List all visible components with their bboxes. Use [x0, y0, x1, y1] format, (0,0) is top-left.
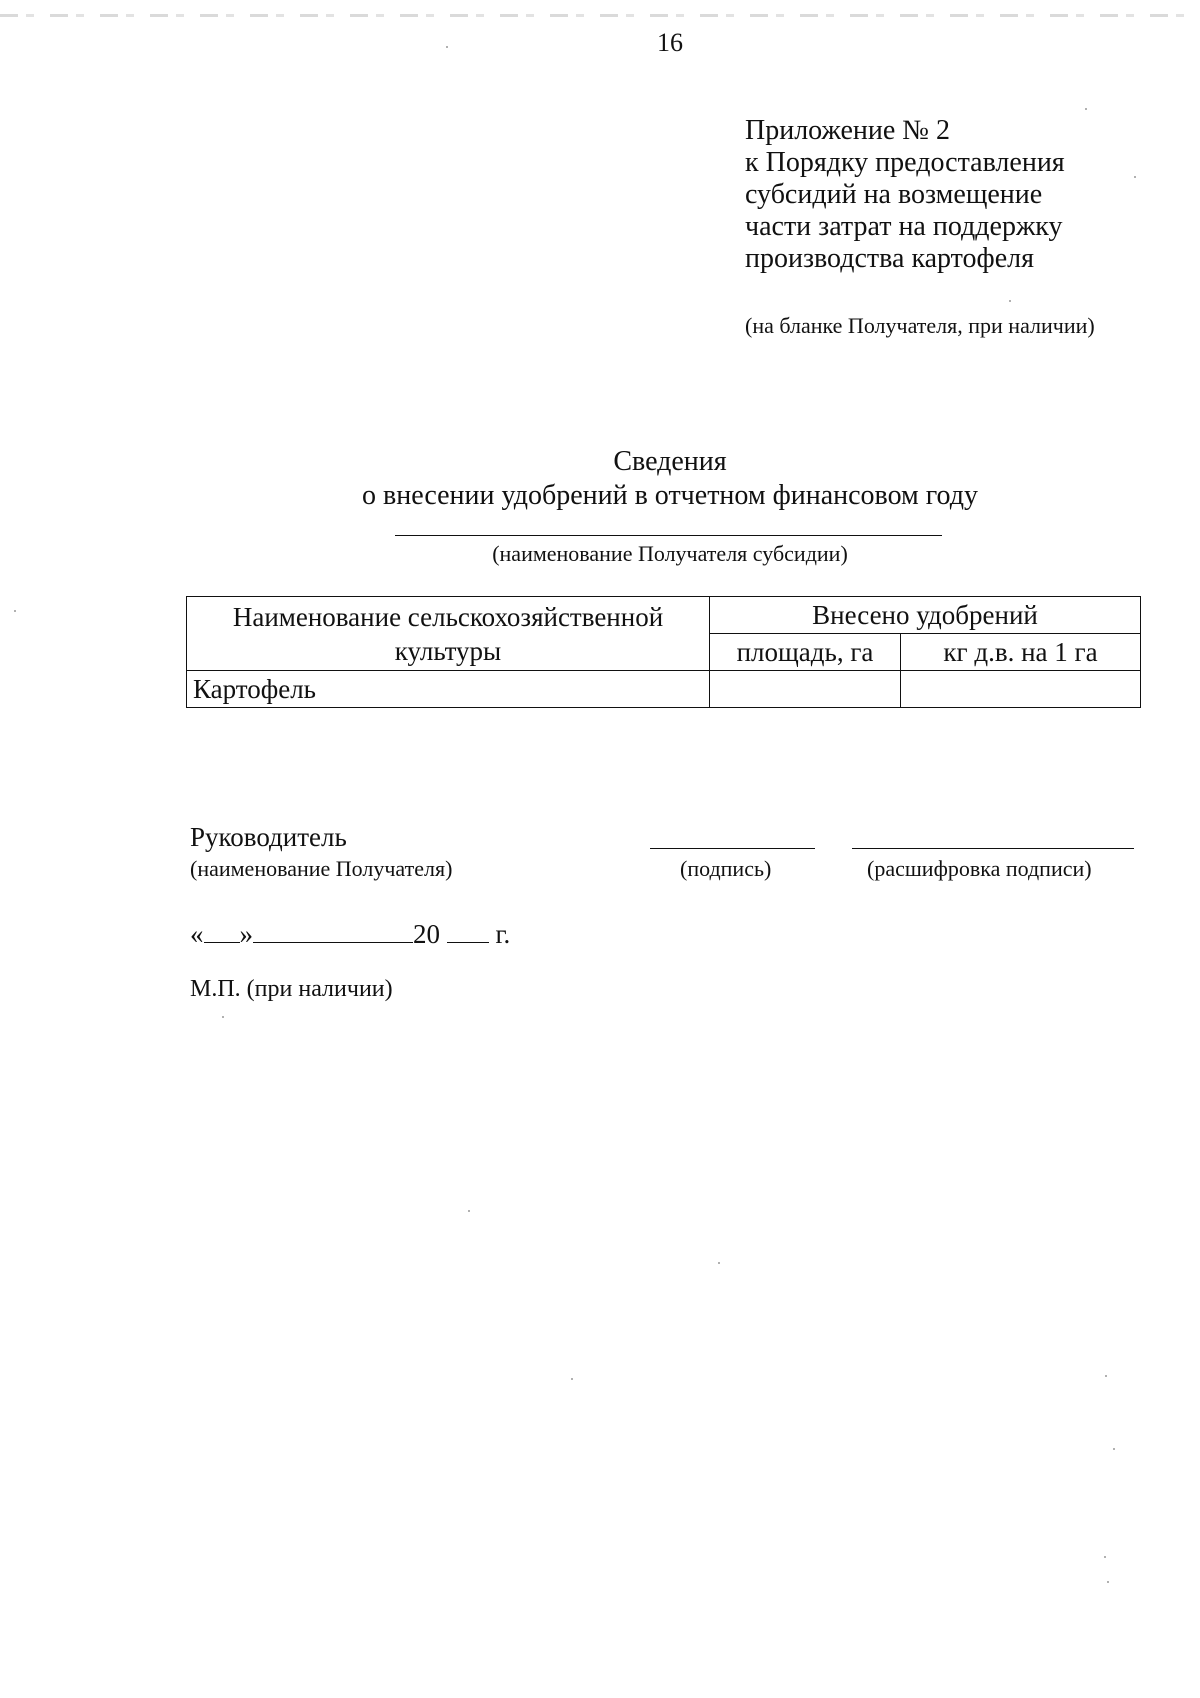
scan-edge-noise — [0, 14, 1200, 17]
page-number: 16 — [657, 28, 683, 57]
scan-speck — [1134, 176, 1136, 178]
head-caption: (наименование Получателя) — [190, 856, 453, 881]
appendix-block — [745, 115, 1065, 275]
cell-crop: Картофель — [187, 671, 710, 708]
date-year-suffix: г. — [495, 919, 511, 949]
appendix-line: Приложение № 2 — [745, 115, 950, 146]
scan-speck — [1104, 1556, 1106, 1558]
header-rate: кг д.в. на 1 га — [901, 634, 1141, 671]
header-applied: Внесено удобрений — [710, 597, 1141, 634]
scan-speck — [1105, 1375, 1107, 1377]
title-line-1: Сведения — [613, 446, 727, 477]
scan-speck — [14, 610, 16, 612]
cell-rate[interactable] — [901, 671, 1141, 708]
date-row — [190, 918, 510, 950]
head-label: Руководитель — [190, 822, 347, 852]
header-area: площадь, га — [710, 634, 901, 671]
scan-speck — [446, 46, 448, 48]
appendix-line: к Порядку предоставления — [745, 147, 1065, 178]
signature-caption: (подпись) — [680, 856, 772, 881]
scan-speck — [468, 1210, 470, 1212]
date-month-blank[interactable] — [253, 918, 413, 943]
date-day-blank[interactable] — [204, 918, 240, 943]
table-row — [187, 671, 1141, 708]
scan-speck — [1085, 108, 1087, 110]
signature-decoding-line[interactable] — [852, 848, 1134, 849]
scan-speck — [1009, 300, 1011, 302]
appendix-line: субсидий на возмещение — [745, 179, 1043, 210]
blank-note: (на бланке Получателя, при наличии) — [745, 313, 1095, 338]
scan-speck — [571, 1378, 573, 1380]
cell-area[interactable] — [710, 671, 901, 708]
date-open-quote: « — [190, 919, 204, 949]
signature-line[interactable] — [650, 848, 815, 849]
scan-speck — [1107, 1581, 1109, 1583]
date-close-quote: » — [239, 919, 253, 949]
document-title — [0, 445, 1200, 513]
fertilizer-table — [186, 596, 1141, 708]
date-year-prefix: 20 — [413, 919, 440, 949]
recipient-name-line — [395, 535, 942, 536]
recipient-name-caption: (наименование Получателя субсидии) — [492, 541, 848, 566]
scan-speck — [1113, 1448, 1115, 1450]
title-line-2: о внесении удобрений в отчетном финансовом году — [362, 480, 978, 511]
appendix-line: части затрат на поддержку — [745, 211, 1063, 242]
table-header-row — [187, 597, 1141, 634]
date-year-blank[interactable] — [447, 918, 489, 943]
seal-note: М.П. (при наличии) — [190, 976, 393, 1002]
appendix-line: производства картофеля — [745, 243, 1034, 274]
header-crop: Наименование сельскохозяйственной культуры — [187, 597, 710, 671]
signature-decoding-caption: (расшифровка подписи) — [867, 856, 1092, 881]
scan-speck — [718, 1262, 720, 1264]
scan-speck — [222, 1016, 224, 1018]
